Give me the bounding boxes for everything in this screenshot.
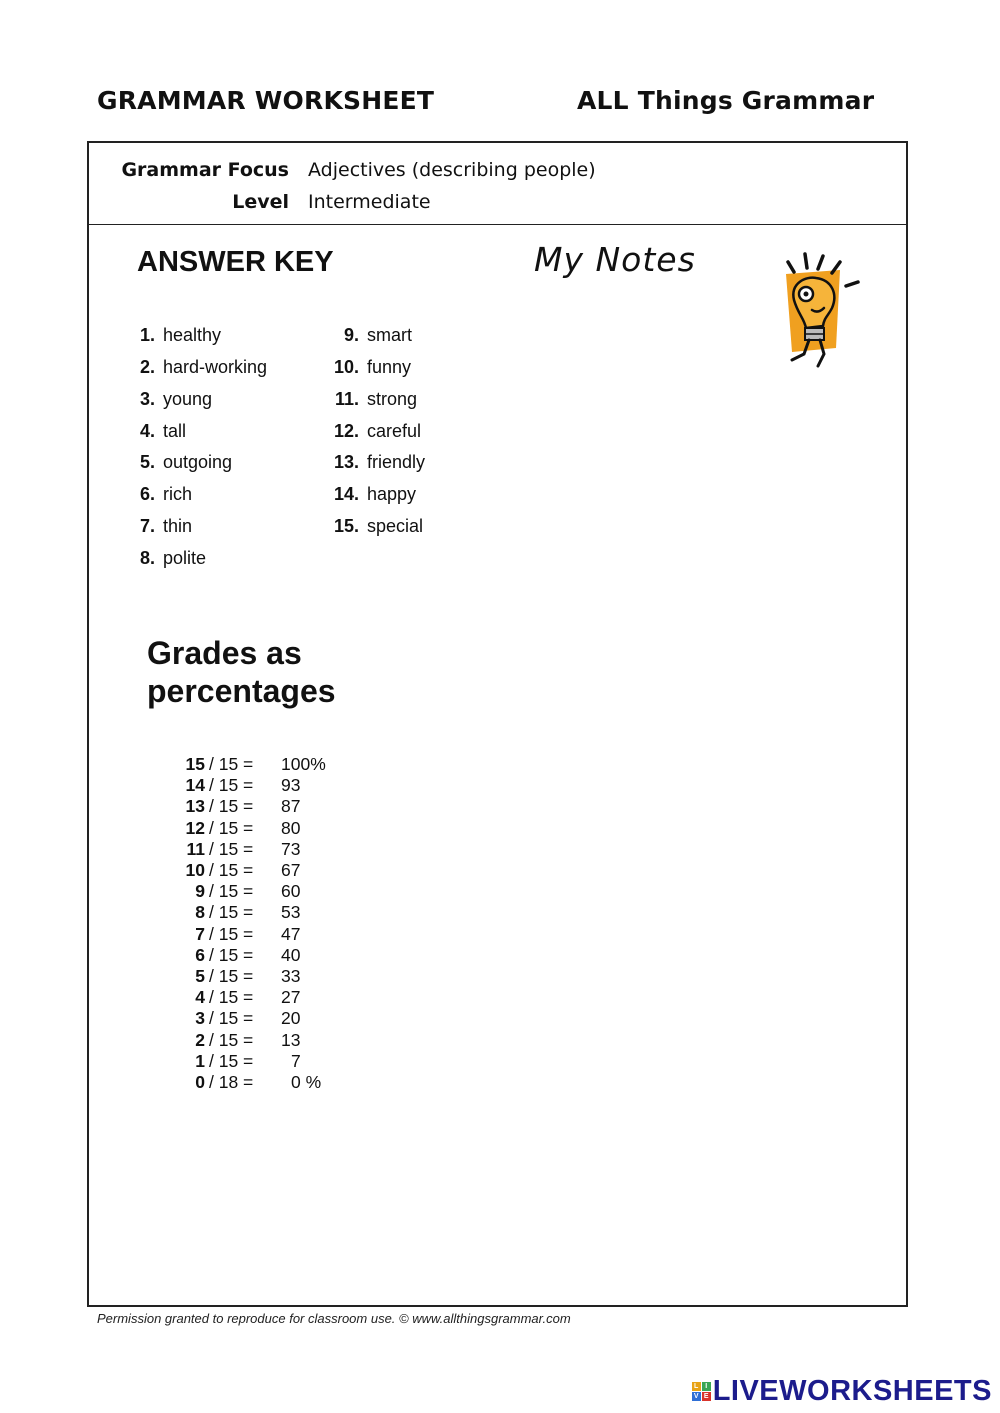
answer-key-title: ANSWER KEY — [137, 246, 334, 278]
grade-row: 3 / 15 = 20 — [195, 1008, 301, 1028]
grade-row: 5 / 15 = 33 — [195, 966, 301, 986]
answer-item: 2. hard-working — [139, 357, 268, 377]
grade-row: 8 / 15 = 53 — [195, 902, 301, 922]
grade-row: 2 / 15 = 13 — [195, 1030, 301, 1050]
grammar-focus-label: Grammar Focus — [121, 159, 289, 181]
grade-row: 0 / 18 = 0 % — [195, 1072, 322, 1092]
liveworksheets-logo[interactable] — [692, 1375, 992, 1408]
grade-row: 11 / 15 = 73 — [186, 839, 301, 859]
grammar-focus-value: Adjectives (describing people) — [308, 159, 596, 181]
grades-title: Grades as percentages — [147, 635, 336, 709]
answer-item: 4. tall — [139, 421, 187, 441]
answer-item: 9. smart — [343, 325, 412, 345]
grade-row: 1 / 15 = 7 — [195, 1051, 301, 1071]
answer-item: 12. careful — [333, 421, 422, 441]
answer-item: 11. strong — [334, 389, 418, 409]
grade-row: 9 / 15 = 60 — [195, 881, 301, 901]
permission-note: Permission granted to reproduce for classroom use. © www.allthingsgrammar.com — [97, 1311, 571, 1326]
level-value: Intermediate — [308, 191, 431, 213]
grade-row: 15 / 15 = 100% — [185, 754, 326, 774]
grade-row: 7 / 15 = 47 — [195, 924, 301, 944]
publisher-title: ALL Things Grammar — [577, 86, 875, 115]
worksheet-title: GRAMMAR WORKSHEET — [97, 86, 435, 115]
grade-row: 13 / 15 = 87 — [185, 796, 301, 816]
answer-item: 8. polite — [139, 548, 207, 568]
answer-item: 3. young — [139, 389, 213, 409]
answer-item: 15. special — [333, 516, 424, 536]
answer-item: 6. rich — [139, 484, 193, 504]
answer-item: 7. thin — [139, 516, 193, 536]
liveworksheets-wordmark: LIVEWORKSHEETS — [712, 1375, 992, 1407]
answer-item: 10. funny — [333, 357, 412, 377]
answer-item: 14. happy — [333, 484, 417, 504]
answer-item: 5. outgoing — [139, 452, 233, 472]
grade-row: 14 / 15 = 93 — [185, 775, 301, 795]
grade-row: 4 / 15 = 27 — [195, 987, 301, 1007]
lightbulb-character-icon — [778, 248, 864, 372]
info-divider — [87, 224, 906, 225]
grade-row: 10 / 15 = 67 — [185, 860, 301, 880]
grade-row: 6 / 15 = 40 — [195, 945, 301, 965]
liveworksheets-logo-icon: L I V E — [692, 1382, 711, 1401]
level-label: Level — [232, 191, 289, 213]
my-notes-title: My Notes — [534, 240, 696, 279]
answer-item: 1. healthy — [139, 325, 222, 345]
answer-item: 13. friendly — [333, 452, 426, 472]
grade-row: 12 / 15 = 80 — [185, 818, 301, 838]
